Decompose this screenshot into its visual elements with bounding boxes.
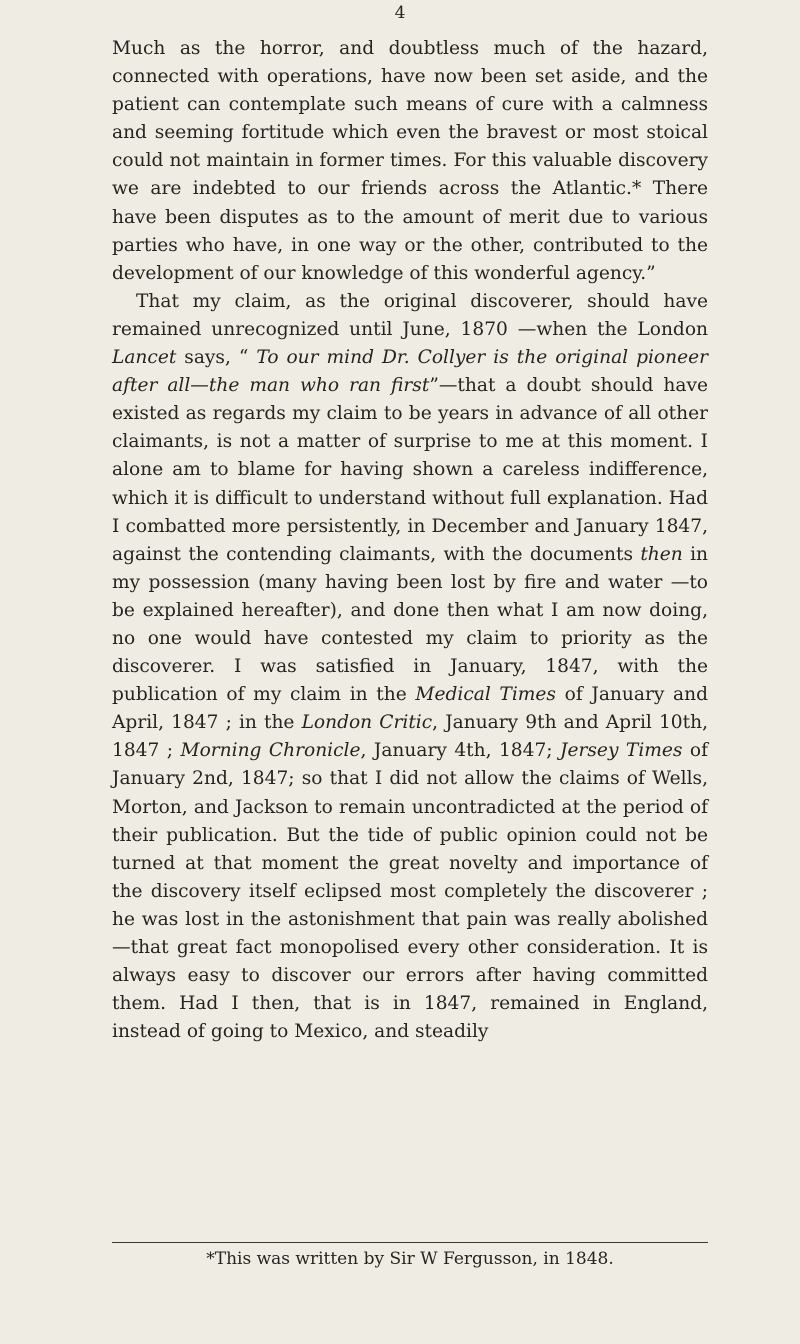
paragraph xyxy=(112,288,708,1047)
footnote: *This was written by Sir W Fergusson, in 1848. xyxy=(206,1249,614,1269)
page-number: 4 xyxy=(394,3,406,23)
italic-run: then xyxy=(640,543,683,565)
text-run: ”—that a doubt should have existed as regards my claim to be years in advance of all other claimants, is not a matter of surprise to me at this moment. I alone am to blame for having shown a careless indifference, which it is difficult to understand without full explanation. Had I combatted more persistently, in December and January 1847, against the contending claimants, with the documents xyxy=(112,375,708,565)
body-text xyxy=(112,35,708,1046)
text-run: , January 9th and April 10th, 1847 ; xyxy=(112,712,708,762)
text-run: of January 2nd, 1847; so that I did not allow the claims of Wells, Morton, and Jackson to remain uncontradicted at the period of their publication. But the tide of public opinion could not be turned at that moment the great novelty and importance of the discovery itself eclipsed most completely the discoverer ; he was lost in the astonishment that pain was really abolished—that great fact monopolised every other consideration. It is always easy to discover our errors after having committed them. Had I then, that is in 1847, remained in England, instead of going to Mexico, and steadily xyxy=(112,740,709,1043)
text-run: says, “ xyxy=(176,347,257,369)
text-run: of January and April, 1847 ; in the xyxy=(112,684,708,734)
italic-run: Jersey Times xyxy=(560,740,683,762)
italic-run: Lancet xyxy=(112,347,177,369)
italic-run: Morning Chronicle xyxy=(180,740,361,762)
text-run: in my possession (many having been lost by fire and water —to be explained hereafter), and done then what I am now doing, no one would have contested my claim to priority as the discoverer. I was satisfied in January, 1847, with the publication of my claim in the xyxy=(112,543,708,706)
italic-run: Medical Times xyxy=(415,684,556,706)
italic-run: London Critic xyxy=(301,712,433,734)
paragraph xyxy=(112,35,708,288)
text-run: , January 4th, 1847; xyxy=(360,740,561,762)
text-run: That my claim, as the original discoverer, should have remained unrecognized until June, 1870 —when the London xyxy=(112,290,708,340)
italic-run: To our mind Dr. Collyer is the original pioneer after all—the man who ran first xyxy=(112,347,708,397)
footnote-rule xyxy=(112,1242,708,1243)
text-run: Much as the horror, and doubtless much of the hazard, connected with operations, have now been set aside, and the patient can contemplate such means of cure with a calmness and seeming fortitude which even the bravest or most stoical could not maintain in former times. For this valuable discovery we are indebted to our friends across the Atlantic.* There have been disputes as to the amount of merit due to various parties who have, in one way or the other, contributed to the development of our knowledge of this wonderful agency.” xyxy=(112,38,708,284)
